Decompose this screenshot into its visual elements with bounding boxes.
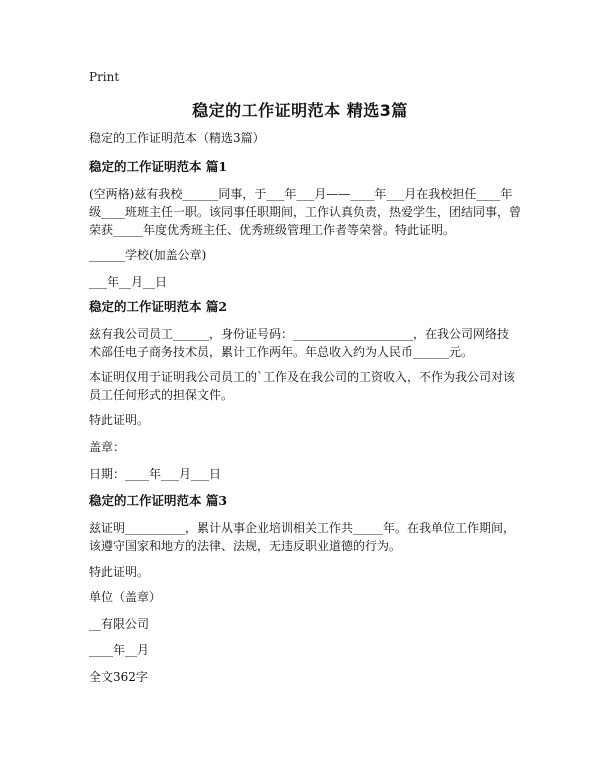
section-2-para-2-line-2: 员工任何形式的担保文件。: [89, 388, 234, 402]
section-1-para-line-1: (空两格)兹有我校______同事，于___年___月——____年___月在我校担任____年: [89, 187, 513, 201]
section-2-certify: 特此证明。: [89, 413, 150, 427]
section-1-heading: 稳定的工作证明范本 篇1: [89, 159, 228, 174]
section-2-para-1-line-2: 术部任电子商务技术员，累计工作两年。年总收入约为人民币______元。: [89, 345, 474, 359]
section-3-para-line-1: 兹证明__________，累计从事企业培训相关工作共_____年。在我单位工作期间，: [89, 521, 516, 535]
section-1-para-line-3: 荣获_____年度优秀班主任、优秀班级管理工作者等荣誉。特此证明。: [89, 223, 456, 237]
section-2-date: 日期：____年___月___日: [89, 467, 222, 481]
section-3-para-line-2: 该遵守国家和地方的法律、法规，无违反职业道德的行为。: [89, 539, 402, 553]
section-3-certify: 特此证明。: [89, 565, 150, 579]
section-3-company: __有限公司: [89, 617, 150, 631]
section-2-heading: 稳定的工作证明范本 篇2: [89, 299, 228, 314]
intro-text: 稳定的工作证明范本（精选3篇）: [89, 131, 265, 145]
section-3-date: ____年__月: [89, 643, 150, 657]
print-label: Print: [89, 70, 120, 84]
word-count: 全文362字: [89, 670, 148, 684]
page-title: 稳定的工作证明范本 精选3篇: [192, 101, 408, 120]
section-2-para-2-line-1: 本证明仅用于证明我公司员工的`工作及在我公司的工资收入，不作为我公司对该: [89, 370, 516, 384]
section-2-para-1-line-1: 兹有我公司员工______，身份证号码：____________________，在我公司网络技: [89, 327, 510, 341]
section-3-heading: 稳定的工作证明范本 篇3: [89, 493, 228, 508]
section-1-school-stamp: ______学校(加盖公章): [89, 248, 207, 262]
section-1-date: ___年__月__日: [89, 275, 168, 289]
section-3-unit: 单位（盖章）: [89, 590, 162, 604]
section-1-para-line-2: 级____班班主任一职。该同事任职期间，工作认真负责，热爱学生，团结同事，曾: [89, 205, 522, 219]
section-2-seal: 盖章：: [89, 440, 126, 454]
